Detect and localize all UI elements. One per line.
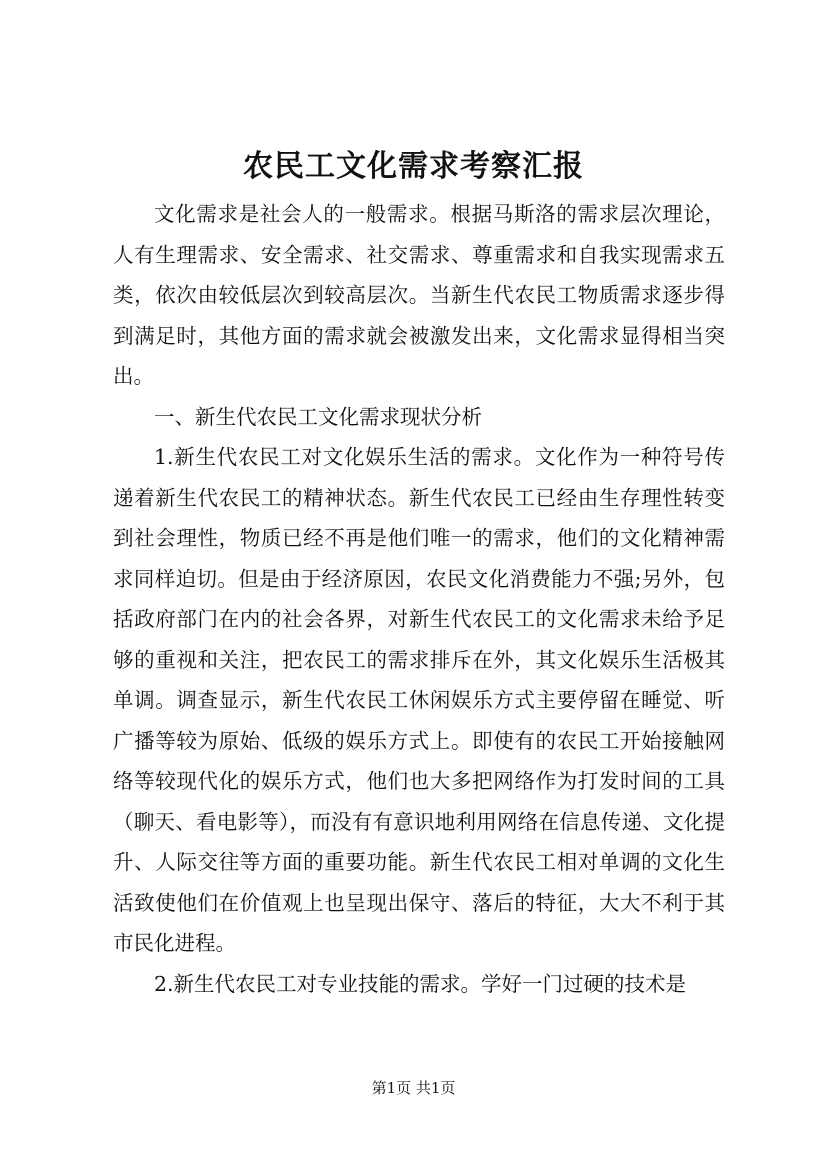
paragraph-intro: 文化需求是社会人的一般需求。根据马斯洛的需求层次理论，人有生理需求、安全需求、社交需求、尊重需求和自我实现需求五类，依次由较低层次到较高层次。当新生代农民工物质需求逐步得到满足时，其他方面的需求就会被激发出来，文化需求显得相当突出。 [113,202,725,388]
section-heading: 一、新生代农民工文化需求现状分析 [154,404,482,429]
paragraph-item-1: 1.新生代农民工对文化娱乐生活的需求。文化作为一种符号传递着新生代农民工的精神状态。新生代农民工已经由生存理性转变到社会理性，物质已经不再是他们唯一的需求，他们的文化精神需求同样迫切。但是由于经济原因，农民文化消费能力不强;另外，包括政府部门在内的社会各界，对新生代农民工的文化需求未给予足够的重视和关注，把农民工的需求排斥在外，其文化娱乐生活极其单调。调查显示，新生代农民工休闲娱乐方式主要停留在睡觉、听广播等较为原始、低级的娱乐方式上。即使有的农民工开始接触网络等较现代化的娱乐方式，他们也大多把网络作为打发时间的工具（聊天、看电影等），而没有有意识地利用网络在信息传递、文化提升、人际交往等方面的重要功能。新生代农民工相对单调的文化生活致使他们在价值观上也呈现出保守、落后的特征，大大不利于其市民化进程。 [113,445,725,955]
document-title: 农民工文化需求考察汇报 [243,149,584,184]
document-body [113,194,725,1004]
paragraph-item-2: 2.新生代农民工对专业技能的需求。学好一门过硬的技术是 [154,971,687,996]
page-footer: 第1页 共1页 [371,1079,456,1097]
